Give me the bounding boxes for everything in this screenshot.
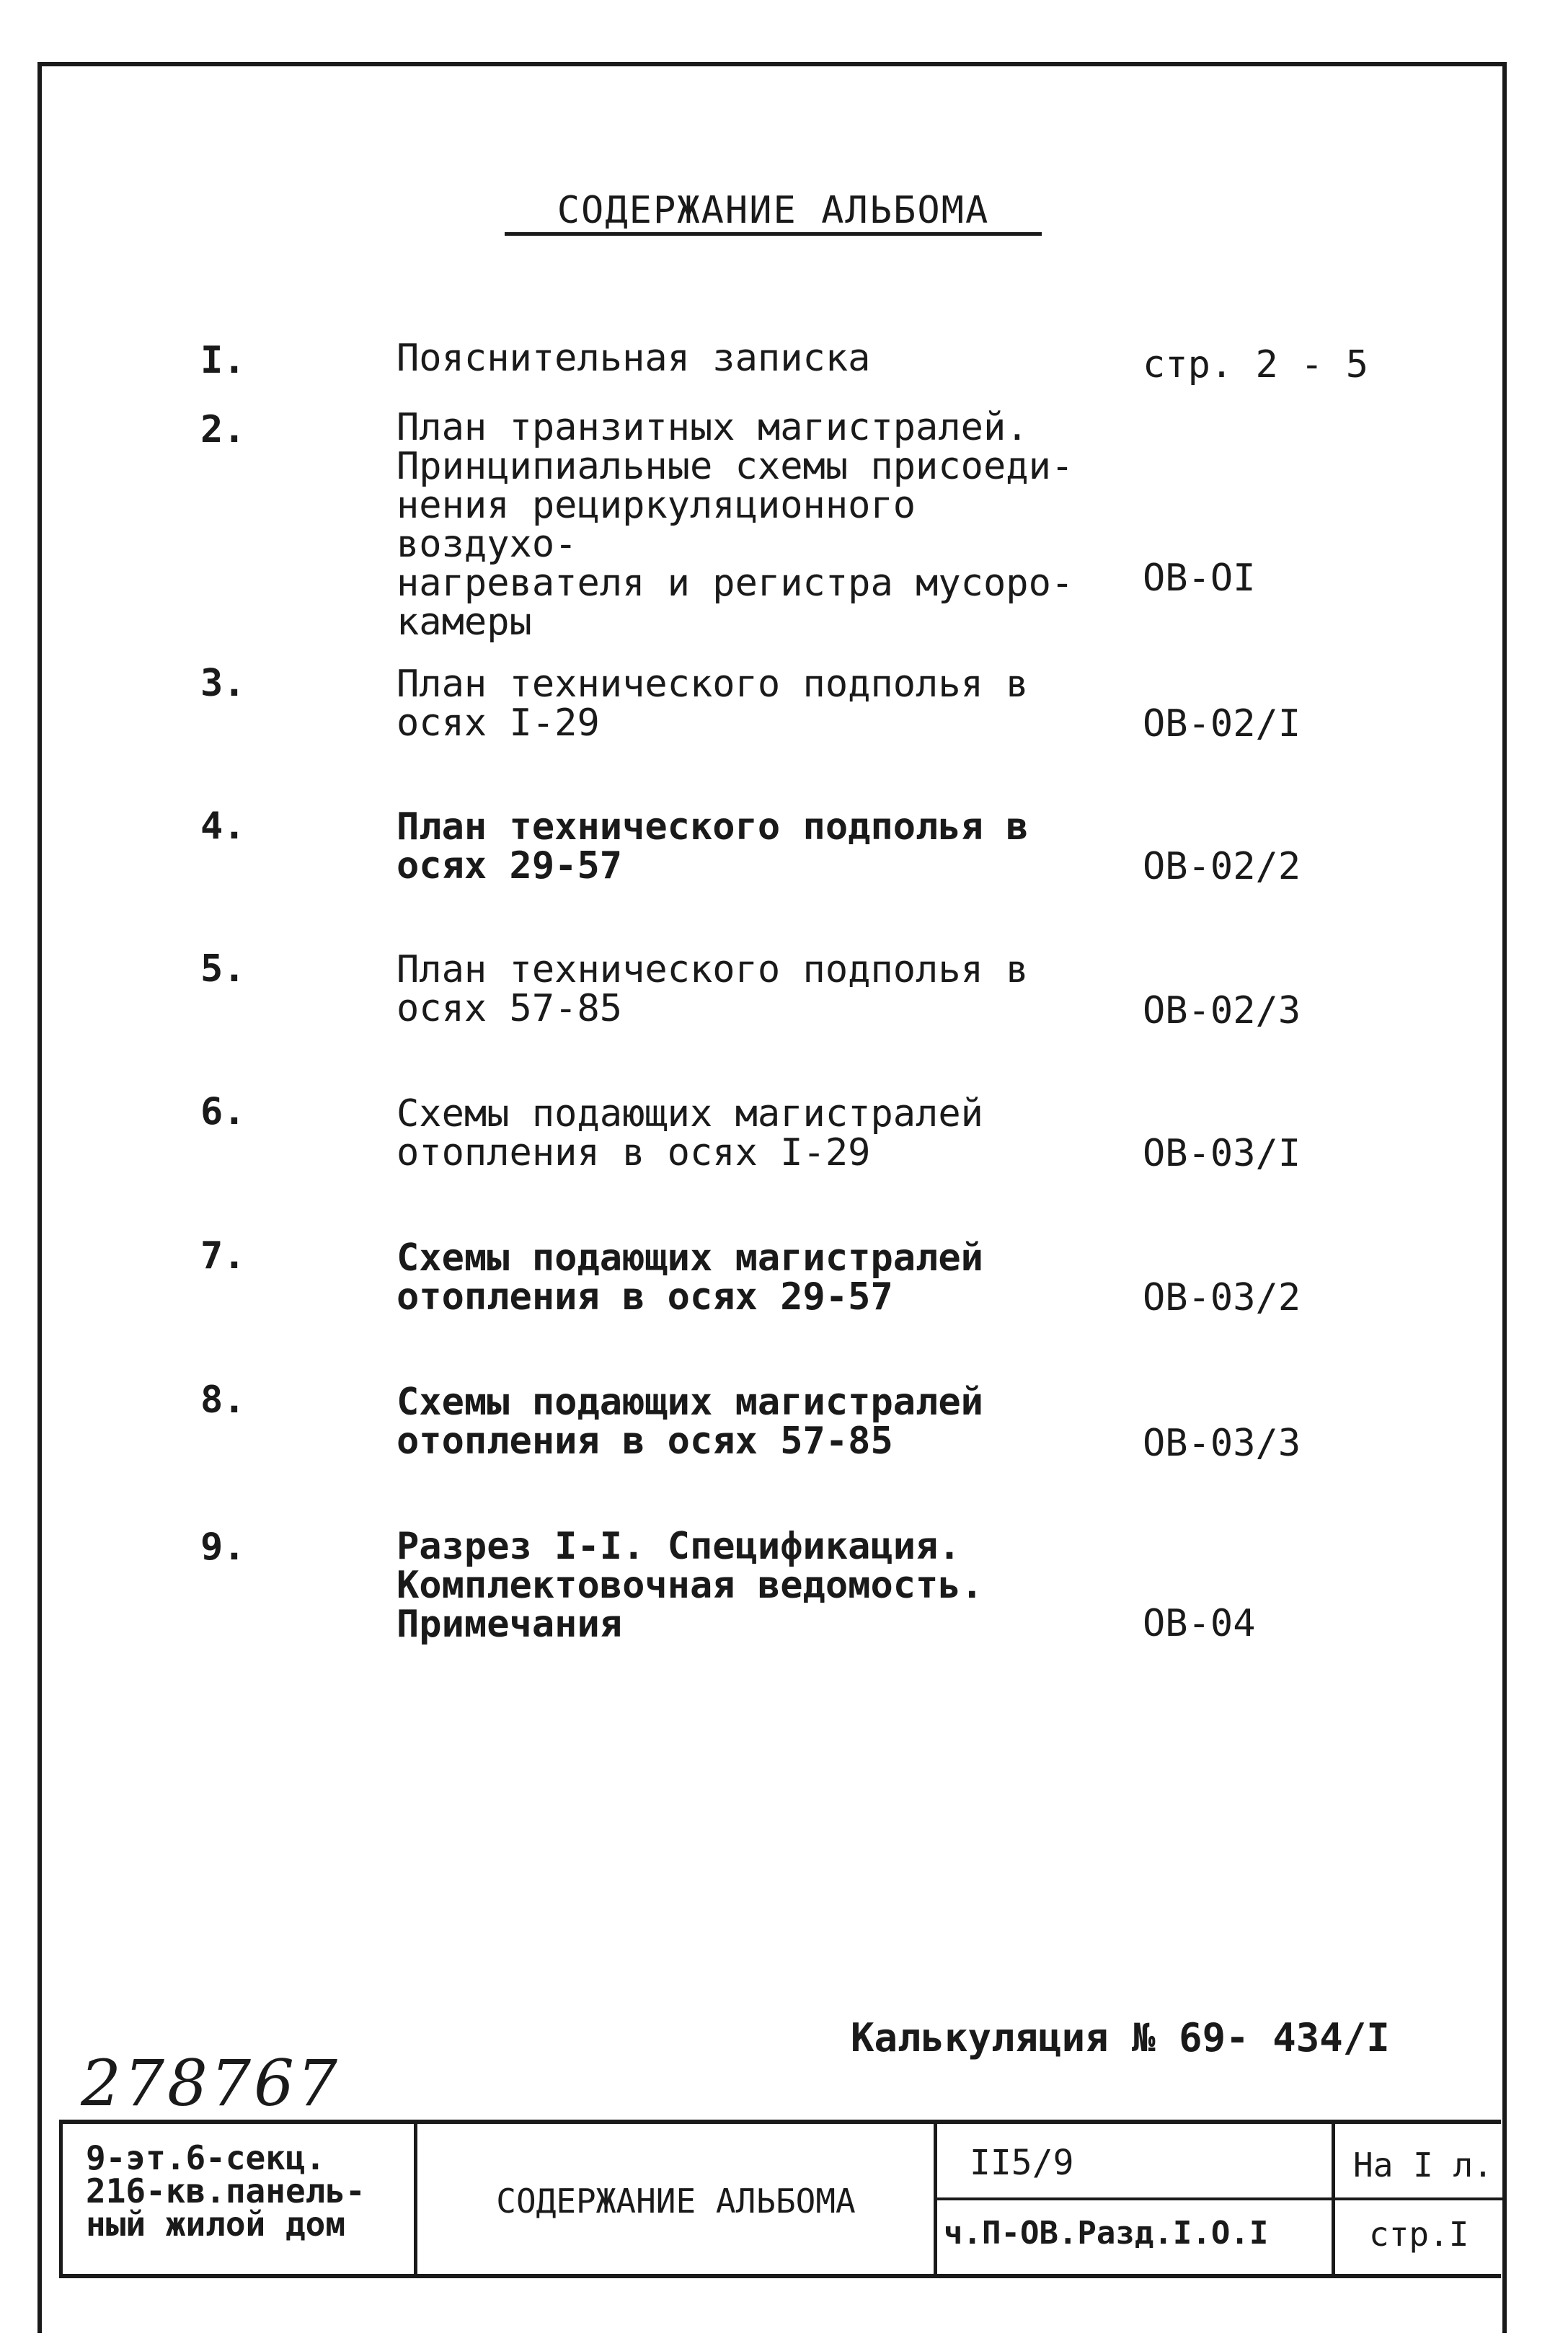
item-description: Пояснительная записка (397, 337, 871, 380)
item-code: ОВ-03/3 (1143, 1422, 1301, 1465)
page-title: СОДЕРЖАНИЕ АЛЬБОМА (557, 189, 990, 232)
item-number: 2. (200, 408, 246, 451)
item-description: Схемы подающих магистралей отопления в осях I-29 (397, 1092, 983, 1174)
item-description: План технического подполья в осях I-29 (397, 663, 1029, 745)
item-number: 4. (200, 805, 246, 848)
document-sheet (37, 62, 1507, 2333)
item-code: ОВ-02/2 (1143, 845, 1301, 888)
item-number: I. (200, 339, 246, 382)
item-number: 3. (200, 662, 246, 705)
calculation-number: Калькуляция № 69- 434/I (851, 2015, 1390, 2061)
page-number: стр.I (1369, 2215, 1469, 2254)
item-number: 6. (200, 1090, 246, 1133)
item-description: План технического подполья в осях 29-57 (397, 805, 1029, 888)
building-description: 9-эт.6-секц. 216-кв.панель- ный жилой дом (86, 2138, 366, 2244)
item-description: План технического подполья в осях 57-85 (397, 948, 1029, 1030)
title-block-divider (934, 2197, 1503, 2200)
item-code: ОВ-ОI (1143, 557, 1256, 600)
item-description: Схемы подающих магистралей отопления в осях 29-57 (397, 1236, 983, 1319)
item-description: Схемы подающих магистралей отопления в осях 57-85 (397, 1381, 983, 1463)
item-description: Разрез I-I. Спецификация. Комплектовочная ведомость. Примечания (397, 1525, 983, 1646)
series-number: II5/9 (970, 2143, 1074, 2183)
handwritten-inventory-number: 278767 (81, 2046, 340, 2120)
sheet-count: На I л. (1353, 2146, 1493, 2185)
item-code: ОВ-02/3 (1143, 989, 1301, 1032)
item-number: 8. (200, 1378, 246, 1422)
item-code: ОВ-02/I (1143, 702, 1301, 745)
section-code: ч.П-ОВ.Разд.I.О.I (944, 2215, 1269, 2252)
item-number: 7. (200, 1234, 246, 1278)
item-code: ОВ-03/2 (1143, 1276, 1301, 1319)
stamp-title: СОДЕРЖАНИЕ АЛЬБОМА (496, 2182, 856, 2221)
item-code: ОВ-03/I (1143, 1132, 1301, 1175)
title-block-divider (414, 2124, 417, 2274)
title-underline (505, 232, 1042, 236)
item-description: План транзитных магистралей. Принципиальные схемы присоеди- нения рециркуляционного воздухо- нагревателя и регистра мусоро- камеры (397, 406, 1074, 644)
item-code: стр. 2 - 5 (1143, 343, 1369, 386)
item-number: 9. (200, 1526, 246, 1569)
title-block (59, 2120, 1501, 2278)
item-number: 5. (200, 947, 246, 991)
item-code: ОВ-04 (1143, 1602, 1256, 1645)
